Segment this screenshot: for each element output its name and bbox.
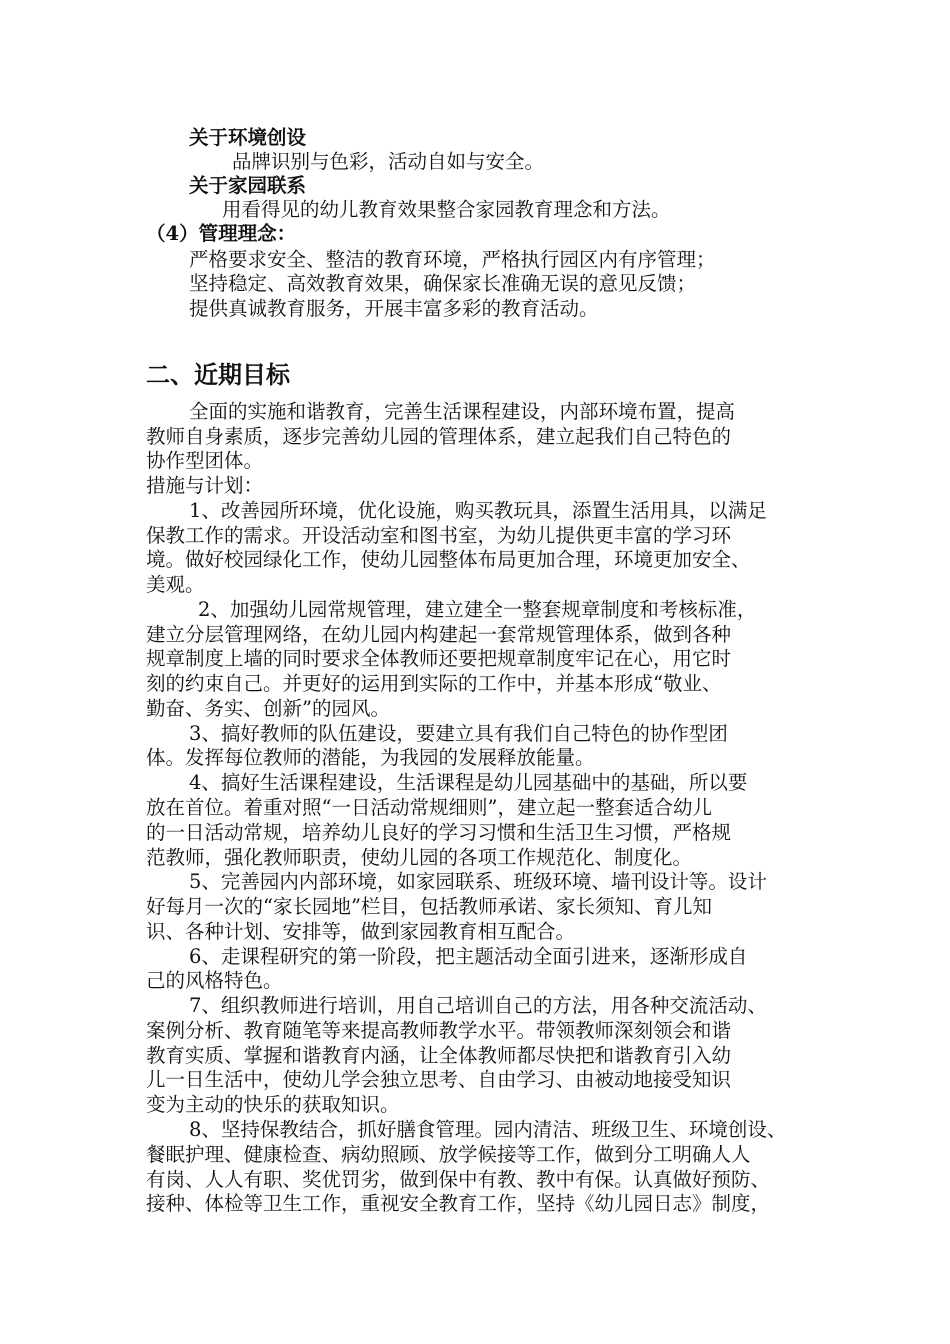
para-line: 2、加强幼儿园常规管理，建立建全一整套规章制度和考核标准， xyxy=(198,598,757,621)
para-line: 接种、体检等卫生工作，重视安全教育工作，坚持《幼儿园日志》制度， xyxy=(146,1192,771,1215)
para-line: 5、完善园内内部环境，如家园联系、班级环境、墙刊设计等。设计 xyxy=(189,870,767,893)
section-title: 二、近期目标 xyxy=(146,360,290,389)
para-line: 教师自身素质，逐步完善幼儿园的管理体系，建立起我们自己特色的 xyxy=(146,425,732,448)
para-line: 己的风格特色。 xyxy=(146,969,283,992)
para-line: 勤奋、务实、创新”的园风。 xyxy=(146,697,390,720)
para-line: 4、搞好生活课程建设，生活课程是幼儿园基础中的基础，所以要 xyxy=(189,771,748,794)
env-heading: 关于环境创设 xyxy=(189,126,307,149)
para-line: 好每月一次的“家长园地”栏目，包括教师承诺、家长须知、育儿知 xyxy=(146,895,712,918)
para-line: 美观。 xyxy=(146,573,205,596)
para-line: 范教师，强化教师职责，使幼儿园的各项工作规范化、制度化。 xyxy=(146,846,693,869)
mgmt-heading: （4）管理理念： xyxy=(146,222,297,245)
para-line: 全面的实施和谐教育，完善生活课程建设，内部环境布置，提高 xyxy=(189,400,736,423)
para-line: 餐眠护理、健康检查、病幼照顾、放学候接等工作，做到分工明确人人 xyxy=(146,1143,751,1166)
para-line: 6、走课程研究的第一阶段，把主题活动全面引进来，逐渐形成自 xyxy=(189,945,748,968)
para-line: 刻的约束自己。并更好的运用到实际的工作中，并基本形成“敬业、 xyxy=(146,672,722,695)
para-line: 措施与计划： xyxy=(146,474,264,497)
para-line: 8、坚持保教结合，抓好膳食管理。园内清洁、班级卫生、环境创设、 xyxy=(189,1118,787,1141)
para-line: 的一日活动常规，培养幼儿良好的学习习惯和生活卫生习惯，严格规 xyxy=(146,821,732,844)
para-line: 教育实质、掌握和谐教育内涵，让全体教师都尽快把和谐教育引入幼 xyxy=(146,1044,732,1067)
para-line: 规章制度上墙的同时要求全体教师还要把规章制度牢记在心，用它时 xyxy=(146,647,732,670)
para-line: 识、各种计划、安排等，做到家园教育相互配合。 xyxy=(146,920,576,943)
para-line: 1、改善园所环境，优化设施，购买教玩具，添置生活用具，以满足 xyxy=(189,499,767,522)
para-line: 有岗、人人有职、奖优罚劣，做到保中有教、教中有保。认真做好预防、 xyxy=(146,1168,771,1191)
mgmt-line: 坚持稳定、高效教育效果，确保家长准确无误的意见反馈； xyxy=(189,272,697,295)
home-heading: 关于家园联系 xyxy=(189,174,307,197)
para-line: 案例分析、教育随笔等来提高教师教学水平。带领教师深刻领会和谐 xyxy=(146,1019,732,1042)
para-line: 体。发挥每位教师的潜能，为我园的发展释放能量。 xyxy=(146,746,595,769)
mgmt-line: 提供真诚教育服务，开展丰富多彩的教育活动。 xyxy=(189,297,599,320)
env-text: 品牌识别与色彩，活动自如与安全。 xyxy=(232,150,545,173)
para-line: 建立分层管理网络，在幼儿园内构建起一套常规管理体系，做到各种 xyxy=(146,623,732,646)
para-line: 放在首位。着重对照“一日活动常规细则”，建立起一整套适合幼儿 xyxy=(146,796,712,819)
para-line: 7、组织教师进行培训，用自己培训自己的方法，用各种交流活动、 xyxy=(189,994,767,1017)
para-line: 保教工作的需求。开设活动室和图书室，为幼儿提供更丰富的学习环 xyxy=(146,524,732,547)
para-line: 变为主动的快乐的获取知识。 xyxy=(146,1093,400,1116)
para-line: 境。做好校园绿化工作，使幼儿园整体布局更加合理，环境更加安全、 xyxy=(146,548,751,571)
mgmt-line: 严格要求安全、整洁的教育环境，严格执行园区内有序管理； xyxy=(189,248,716,271)
para-line: 协作型团体。 xyxy=(146,449,264,472)
home-text: 用看得见的幼儿教育效果整合家园教育理念和方法。 xyxy=(222,198,671,221)
para-line: 3、搞好教师的队伍建设，要建立具有我们自己特色的协作型团 xyxy=(189,722,728,745)
para-line: 儿一日生活中，使幼儿学会独立思考、自由学习、由被动地接受知识 xyxy=(146,1068,732,1091)
